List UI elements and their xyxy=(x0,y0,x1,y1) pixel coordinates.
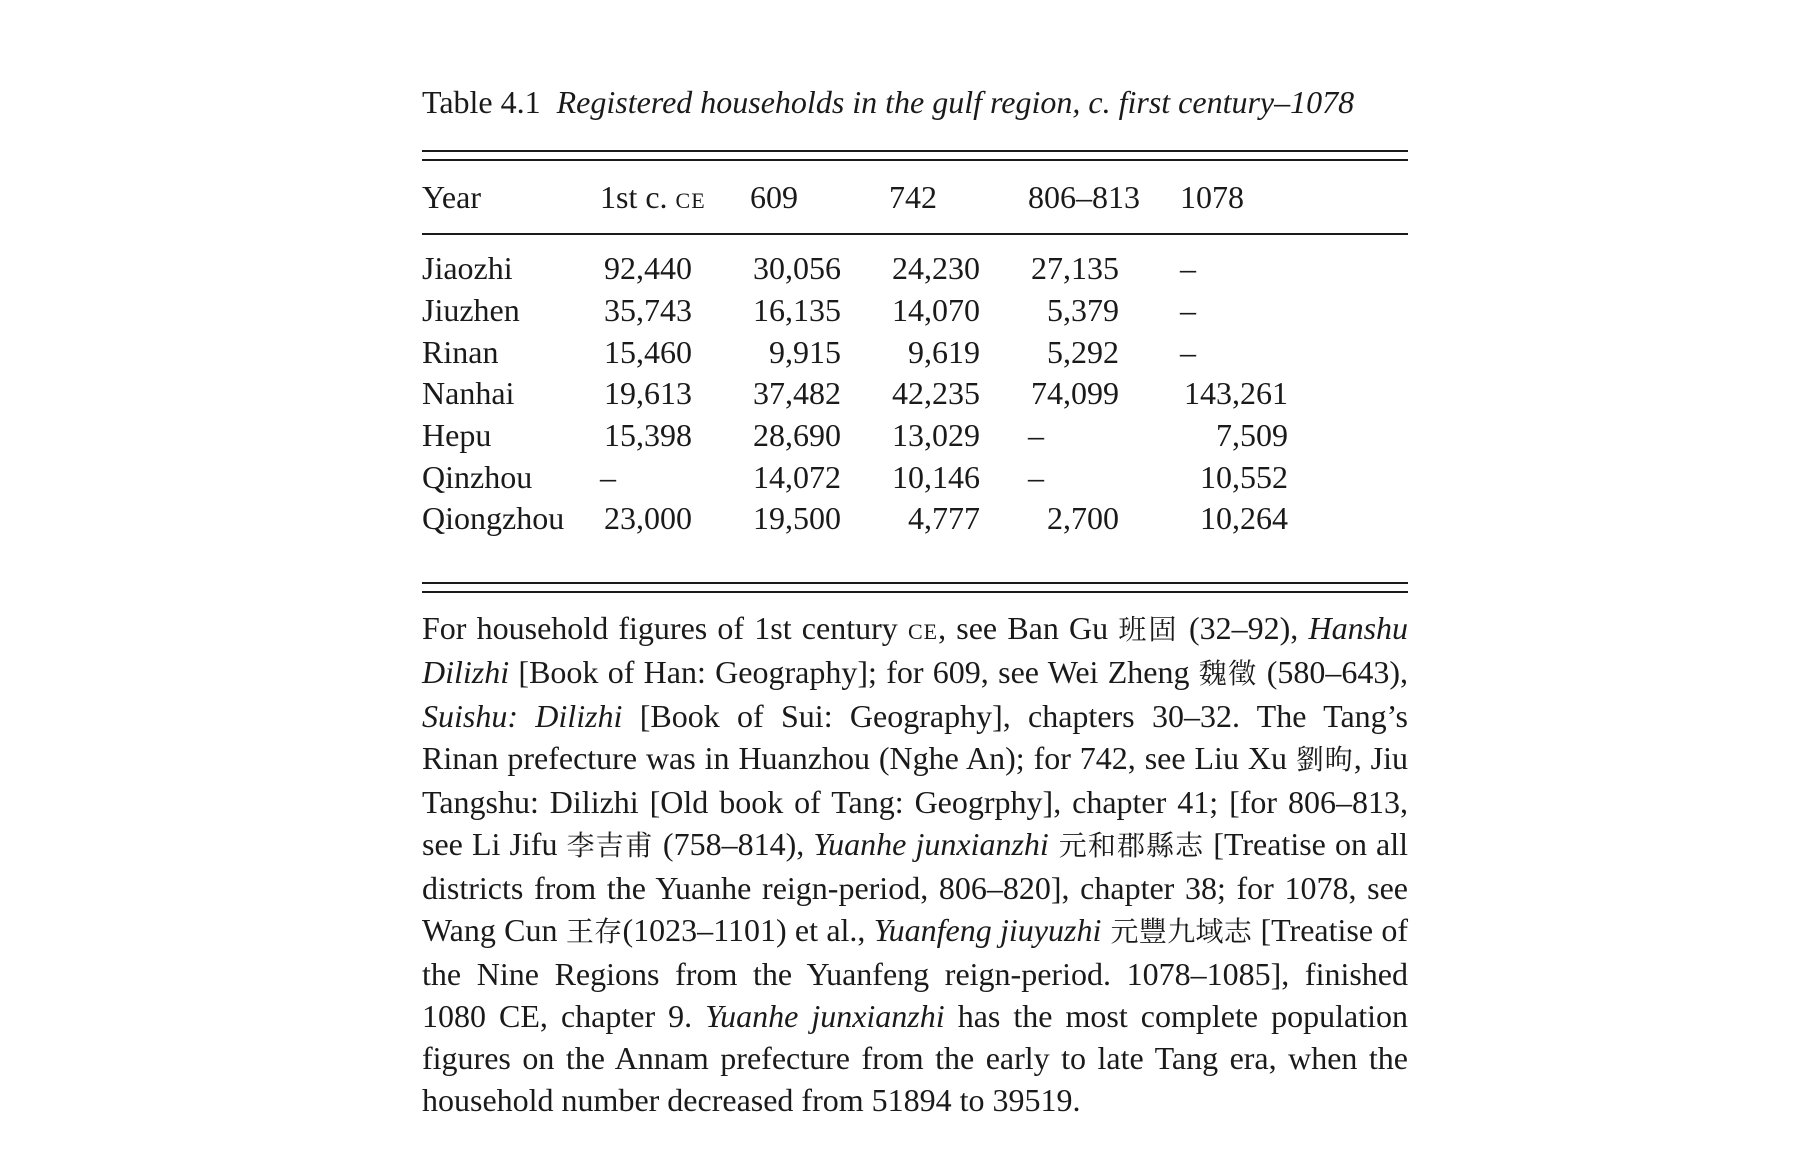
table-row xyxy=(422,331,1408,373)
cell-value: 15,398 xyxy=(604,417,692,454)
cell-value: 14,072 xyxy=(753,458,841,495)
row-region: Hepu xyxy=(422,417,492,454)
era-label: ce xyxy=(675,178,706,215)
header-1st-century: 1st c. ce xyxy=(600,178,706,215)
households-table xyxy=(422,161,1408,582)
cell-value: 13,029 xyxy=(892,417,980,454)
top-double-rule xyxy=(422,150,1408,161)
cell-value: 9,915 xyxy=(769,333,841,370)
row-region: Qiongzhou xyxy=(422,500,565,537)
row-region: Rinan xyxy=(422,333,499,370)
table-notes: For household figures of 1st century ce, see Ban Gu 班固 (32–92), Hanshu Dilizhi [Book of Han: Geography]; for 609, see Wei Zheng 魏徵 (580–643), Suishu: Dilizhi [Book of Sui: Geography], chapters 30–32. The Tang’s Rinan prefecture was in Huanzhou (Nghe An); for 742, see Liu Xu 劉昫, Jiu Tangshu: Dilizhi [Old book of Tang: Geogrphy], chapter 41; [for 806–813, see Li Jifu 李吉甫 (758–814), Yuanhe junxianzhi 元和郡縣志 [Treatise on all districts from the Yuanhe reign-period, 806–820], chapter 38; for 1078, see Wang Cun 王存(1023–1101) et al., Yuanfeng jiuyuzhi 元豐九域志 [Treatise of the Nine Regions from the Yuanfeng reign-period. 1078–1085], finished 1080 CE, chapter 9. Yuanhe junxianzhi has the most complete population figures on the Annam prefecture from the early to late Tang era, when the household number decreased from 51894 to 39519. xyxy=(422,609,1409,1118)
bottom-double-rule xyxy=(422,582,1408,593)
cell-value: – xyxy=(1180,250,1196,287)
table-row xyxy=(422,498,1408,540)
cell-value: 10,552 xyxy=(1200,458,1288,495)
source-title: Suishu: Dilizhi xyxy=(422,697,623,734)
header-1078: 1078 xyxy=(1180,178,1244,215)
cell-value: 5,379 xyxy=(1047,292,1119,329)
cell-value: 74,099 xyxy=(1031,375,1119,412)
cell-value: 28,690 xyxy=(753,417,841,454)
cell-value: – xyxy=(1028,458,1044,495)
cell-value: 42,235 xyxy=(892,375,980,412)
row-region: Qinzhou xyxy=(422,458,533,495)
cell-value: 30,056 xyxy=(753,250,841,287)
cell-value: 7,509 xyxy=(1216,417,1288,454)
table-block xyxy=(422,78,1408,1153)
cell-value: 10,264 xyxy=(1200,500,1288,537)
cell-value: 15,460 xyxy=(604,333,692,370)
row-region: Jiuzhen xyxy=(422,292,520,329)
cell-value: 4,777 xyxy=(908,500,980,537)
cell-value: 37,482 xyxy=(753,375,841,412)
cell-value: 19,613 xyxy=(604,375,692,412)
cell-value: 5,292 xyxy=(1047,333,1119,370)
table-label: Table 4.1 xyxy=(422,84,541,120)
cell-value: 19,500 xyxy=(753,500,841,537)
cell-value: 10,146 xyxy=(892,458,980,495)
table-row xyxy=(422,456,1408,498)
table-title: Registered households in the gulf region, c. first century–1078 xyxy=(556,84,1355,120)
table-row xyxy=(422,373,1408,415)
cell-value: – xyxy=(1028,417,1044,454)
cell-value: 143,261 xyxy=(1184,375,1288,412)
cell-value: – xyxy=(600,458,616,495)
cell-value: 16,135 xyxy=(753,292,841,329)
cell-value: 24,230 xyxy=(892,250,980,287)
source-title: Yuanhe junxianzhi xyxy=(705,997,945,1034)
source-title: Hanshu Dilizhi xyxy=(422,609,1409,690)
header-609: 609 xyxy=(750,178,798,215)
source-title: Yuanfeng jiuyuzhi xyxy=(873,911,1102,948)
cell-value: 23,000 xyxy=(604,500,692,537)
table-caption xyxy=(422,78,1408,126)
cell-value: 92,440 xyxy=(604,250,692,287)
cell-value: – xyxy=(1180,292,1196,329)
row-region: Nanhai xyxy=(422,375,515,412)
cell-value: 9,619 xyxy=(908,333,980,370)
row-region: Jiaozhi xyxy=(422,250,513,287)
table-row xyxy=(422,415,1408,457)
cell-value: 27,135 xyxy=(1031,250,1119,287)
cell-value: 2,700 xyxy=(1047,500,1119,537)
table-row xyxy=(422,248,1408,290)
header-year: Year xyxy=(422,178,481,215)
cell-value: 35,743 xyxy=(604,292,692,329)
table-header-row xyxy=(422,161,1408,234)
header-742: 742 xyxy=(889,178,937,215)
cell-value: – xyxy=(1180,333,1196,370)
cell-value: 14,070 xyxy=(892,292,980,329)
header-806-813: 806–813 xyxy=(1028,178,1140,215)
table-row xyxy=(422,290,1408,332)
source-title: Yuanhe junxianzhi xyxy=(813,825,1049,862)
